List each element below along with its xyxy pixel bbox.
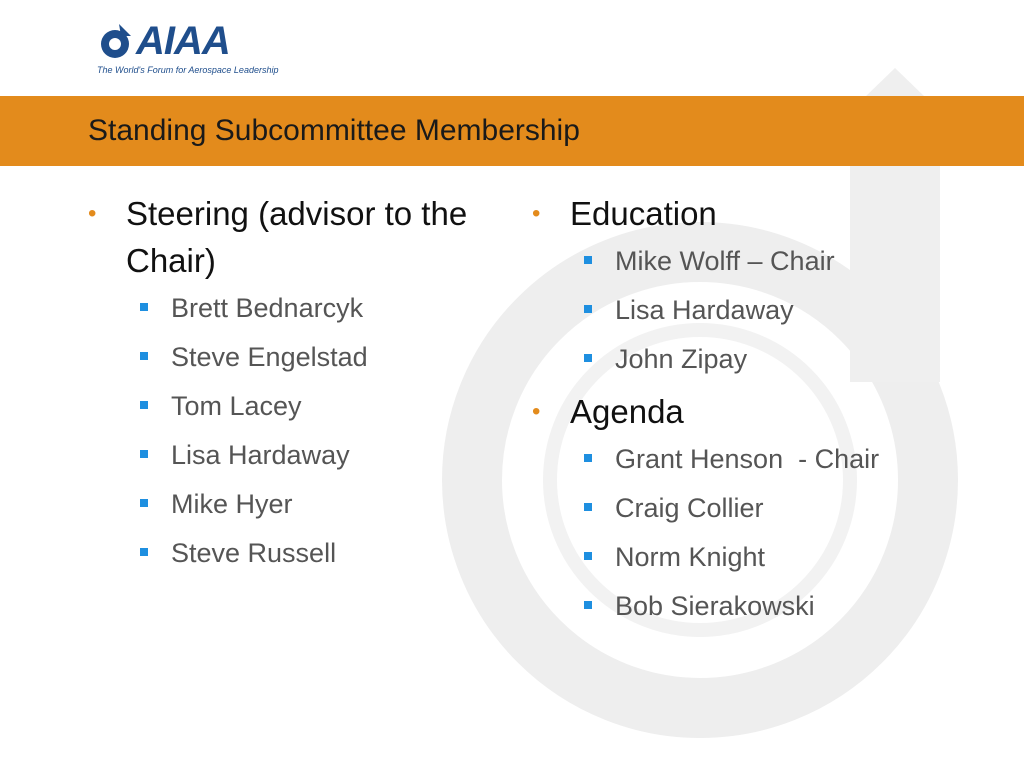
- group-heading-agenda: [532, 388, 972, 435]
- square-bullet-icon: [584, 503, 592, 511]
- bullet-list: [88, 190, 498, 284]
- square-bullet-icon: [140, 303, 148, 311]
- aiaa-logo-mark-icon: [97, 22, 135, 62]
- member-item: [570, 286, 972, 335]
- member-item: [570, 335, 972, 384]
- square-bullet-icon: [140, 548, 148, 556]
- member-item: [126, 284, 498, 333]
- member-list-agenda: [532, 435, 972, 631]
- group-heading-steering: [88, 190, 498, 284]
- member-item: [570, 435, 972, 484]
- member-item: [126, 333, 498, 382]
- square-bullet-icon: [584, 601, 592, 609]
- member-name: Lisa Hardaway: [171, 440, 350, 470]
- bullet-list: [532, 190, 972, 237]
- logo-wordmark: AIAA: [136, 19, 230, 63]
- member-item: [126, 529, 498, 578]
- member-item: [126, 382, 498, 431]
- square-bullet-icon: [584, 305, 592, 313]
- bullet-list: [532, 388, 972, 435]
- square-bullet-icon: [584, 354, 592, 362]
- left-column: [88, 190, 498, 582]
- member-name: Norm Knight: [615, 542, 766, 572]
- right-column: [532, 190, 972, 635]
- member-item: [126, 431, 498, 480]
- member-name: Mike Wolff – Chair: [615, 246, 835, 276]
- member-item: [570, 484, 972, 533]
- group-heading-education: [532, 190, 972, 237]
- group-heading-text: Agenda: [570, 393, 684, 430]
- member-item: [126, 480, 498, 529]
- group-heading-text: Steering (advisor to the Chair): [126, 195, 468, 279]
- member-name: John Zipay: [615, 344, 748, 374]
- square-bullet-icon: [140, 401, 148, 409]
- member-name: Bob Sierakowski: [615, 591, 815, 621]
- logo-tagline: The World's Forum for Aerospace Leadership: [97, 65, 279, 75]
- square-bullet-icon: [140, 352, 148, 360]
- slide-title: Standing Subcommittee Membership: [88, 114, 580, 147]
- square-bullet-icon: [140, 450, 148, 458]
- square-bullet-icon: [140, 499, 148, 507]
- member-item: [570, 582, 972, 631]
- member-list-steering: [88, 284, 498, 578]
- member-name: Craig Collier: [615, 493, 764, 523]
- bullet-dot-icon: •: [88, 200, 97, 227]
- member-name: Steve Russell: [171, 538, 337, 568]
- square-bullet-icon: [584, 256, 592, 264]
- member-name: Steve Engelstad: [171, 342, 368, 372]
- member-name: Brett Bednarcyk: [171, 293, 364, 323]
- member-item: [570, 237, 972, 286]
- member-name: Lisa Hardaway: [615, 295, 794, 325]
- member-list-education: [532, 237, 972, 384]
- member-item: [570, 533, 972, 582]
- square-bullet-icon: [584, 552, 592, 560]
- bullet-dot-icon: •: [532, 398, 541, 425]
- member-name: Mike Hyer: [171, 489, 293, 519]
- member-name: Tom Lacey: [171, 391, 302, 421]
- group-heading-text: Education: [570, 195, 717, 232]
- bullet-dot-icon: •: [532, 200, 541, 227]
- square-bullet-icon: [584, 454, 592, 462]
- member-name: Grant Henson - Chair: [615, 444, 880, 474]
